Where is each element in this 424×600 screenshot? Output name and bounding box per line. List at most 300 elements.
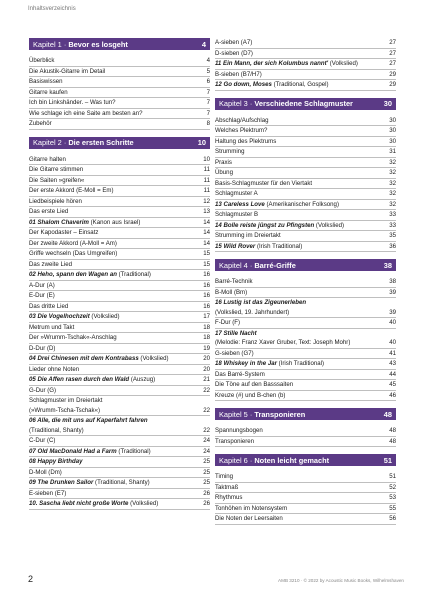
chapter-page: 30 (383, 99, 392, 108)
entry-text-wrap (29, 281, 198, 291)
entry-text: Schlagmuster A (215, 190, 258, 197)
entry-text-wrap (215, 49, 384, 59)
page-number: 2 (28, 574, 34, 584)
song-title: 15 Wild Rover (215, 242, 256, 250)
entry-page: 32 (389, 158, 396, 166)
toc-entry (29, 228, 210, 239)
entry-text: Strumming im Dreiertakt (215, 232, 281, 239)
entry-text-wrap (29, 249, 198, 259)
entry-text: (Traditional) (116, 271, 151, 278)
chapter-header (215, 259, 396, 271)
entry-text: Die Gitarre stimmen (29, 166, 84, 173)
toc-entry (29, 416, 210, 436)
toc-entry (29, 375, 210, 386)
song-title: 01 Shalom Chaverim (29, 218, 89, 226)
toc-entry (29, 478, 210, 489)
chapter-page: 48 (383, 409, 392, 419)
toc-entry (215, 49, 396, 60)
entry-text-wrap (215, 426, 384, 436)
entry-text: F-Dur (F) (215, 319, 241, 326)
entry-text: Transponieren (215, 437, 255, 445)
toc-entry (29, 323, 210, 334)
entry-text: Kreuze (#) und B-chen (b) (215, 391, 286, 399)
entry-text: (Volkslied) (314, 221, 345, 229)
toc-entry (29, 155, 210, 166)
chapter-header (215, 408, 396, 420)
entry-text-wrap (29, 186, 198, 196)
entry-subtext: (Melodie: Franz Xaver Gruber, Text: Joseph Mohr) (215, 339, 351, 346)
entry-page: 22 (203, 426, 210, 434)
toc-entry (29, 239, 210, 250)
entry-page: 22 (203, 406, 210, 414)
entry-text: (Volkslied) (89, 313, 120, 320)
toc-entry-line2 (215, 338, 396, 348)
entry-text-wrap (215, 126, 384, 136)
entry-page: 7 (206, 88, 210, 96)
toc-entry (215, 288, 396, 299)
entry-page: 39 (389, 288, 396, 296)
toc-entry (215, 168, 396, 179)
entry-text: E-sieben (E7) (29, 489, 67, 497)
entry-page: 32 (389, 190, 396, 197)
entry-text-wrap (29, 333, 198, 343)
chapter-title (219, 410, 305, 419)
entry-page: 16 (203, 281, 210, 289)
toc-entry (29, 260, 210, 271)
chapter-label: Kapitel 5 · (219, 409, 255, 419)
entry-page: 16 (203, 302, 210, 310)
entry-text-wrap (29, 165, 198, 175)
entry-text: A-sieben (A7) (215, 39, 253, 46)
entry-text-wrap (215, 221, 384, 231)
entry-text-wrap (215, 137, 384, 147)
entry-text-wrap (29, 155, 198, 165)
toc-entry (215, 329, 396, 349)
toc-entry (215, 200, 396, 211)
toc-entry (29, 312, 210, 323)
entry-page: 31 (389, 148, 396, 155)
toc-entry (29, 67, 210, 78)
toc-entry-line1 (29, 416, 210, 426)
entry-page: 17 (203, 313, 210, 320)
toc-entry (29, 176, 210, 187)
entry-text-wrap (29, 291, 198, 301)
chapter-title (219, 456, 329, 465)
entry-text-wrap (215, 504, 384, 514)
entry-text: Haltung des Plektrums (215, 137, 277, 145)
toc-entry (215, 504, 396, 515)
entry-text-wrap (215, 200, 384, 210)
toc-entry (215, 147, 396, 158)
entry-text: Gitarre kaufen (29, 88, 68, 96)
toc-entry-line1 (29, 396, 210, 406)
entry-text-wrap (215, 437, 384, 447)
entry-text: Abschlag/Aufschlag (215, 116, 269, 124)
entry-subtext: (»Wrumm-Tscha-Tschak«) (29, 406, 100, 414)
song-title: 12 Go down, Moses (215, 81, 272, 88)
entry-text-wrap (29, 436, 198, 446)
entry-text: G-sieben (G7) (215, 349, 254, 357)
toc-entry (29, 88, 210, 99)
toc-entry (29, 281, 210, 292)
entry-text-wrap (215, 59, 384, 69)
section-header: Inhaltsverzeichnis (28, 6, 76, 12)
entry-text: Übung (215, 169, 233, 176)
entry-page: 30 (389, 137, 396, 145)
entry-page: 5 (206, 67, 210, 75)
entry-page: 38 (389, 278, 396, 285)
entry-text-wrap (215, 242, 384, 252)
entry-page: 15 (203, 250, 210, 257)
entry-text: Das erste Lied (29, 208, 69, 215)
toc-entry (215, 298, 396, 318)
entry-page: 55 (389, 504, 396, 512)
entry-text-wrap (29, 468, 198, 478)
chapter-page: 4 (201, 39, 206, 49)
entry-text: B-Moll (Bm) (215, 288, 248, 296)
toc-entry (215, 158, 396, 169)
chapter-header (215, 98, 396, 110)
entry-text-wrap (215, 38, 384, 48)
entry-text-wrap (215, 318, 384, 328)
toc-entry (29, 436, 210, 447)
toc-entry (29, 109, 210, 120)
entry-page: 4 (206, 57, 210, 64)
entry-page: 46 (389, 391, 396, 399)
entry-text-wrap (29, 375, 198, 385)
song-title: 09 The Drunken Sailor (29, 479, 94, 486)
toc-entry (215, 126, 396, 137)
entry-text: (Volkslied) (138, 355, 169, 362)
entry-text: B-sieben (B7/H7) (215, 70, 262, 78)
entry-text: Spannungsbogen (215, 427, 263, 434)
toc-entry (29, 333, 210, 344)
entry-text: C-Dur (C) (29, 437, 56, 444)
toc-entry (215, 426, 396, 437)
entry-text: Das Barré-System (215, 370, 265, 378)
toc-entry (29, 489, 210, 500)
toc-entry (215, 380, 396, 391)
entry-text: Barré-Technik (215, 278, 253, 285)
toc-entry-line2 (215, 308, 396, 318)
entry-text: (Traditional) (116, 447, 151, 455)
toc-entry (215, 472, 396, 483)
entry-text: G-Dur (G) (29, 386, 57, 394)
entry-page: 33 (389, 211, 396, 218)
entry-text: (Kanon aus Israel) (88, 218, 141, 226)
chapter-title (219, 261, 296, 270)
entry-text: Der »Wrumm-Tschak«-Anschlag (29, 334, 117, 341)
entry-page: 43 (389, 360, 396, 367)
entry-page: 26 (203, 500, 210, 507)
entry-text-wrap (215, 70, 384, 80)
entry-text-wrap (215, 116, 384, 126)
toc-entry (29, 365, 210, 376)
entry-page: 14 (203, 239, 210, 247)
song-title: 13 Careless Love (215, 200, 265, 208)
entry-page: 26 (203, 489, 210, 497)
song-title: 07 Old MacDonald Had a Farm (29, 447, 117, 455)
chapter-page: 10 (197, 138, 206, 147)
entry-text-wrap (29, 98, 198, 108)
entry-text-wrap (215, 231, 384, 241)
entry-text: Der erste Akkord (E-Moll = Em) (29, 187, 114, 194)
toc-entry (29, 197, 210, 208)
entry-text-wrap (29, 344, 198, 354)
toc-entry (215, 242, 396, 253)
entry-text-wrap (215, 168, 384, 178)
entry-text-wrap (29, 302, 198, 312)
toc-entry (29, 249, 210, 260)
entry-text-wrap (29, 489, 198, 499)
entry-page: 35 (389, 232, 396, 239)
entry-text-wrap (29, 56, 198, 66)
entry-page: 19 (203, 344, 210, 352)
entry-text-wrap (215, 147, 384, 157)
song-title: 11 Ein Mann, der sich Kolumbus nannt' (215, 60, 329, 67)
entry-page: 7 (206, 99, 210, 106)
entry-text: Taktmaß (215, 483, 239, 491)
chapter-header (29, 137, 210, 149)
entry-text-wrap (29, 176, 198, 186)
chapter-name: Die ersten Schritte (68, 138, 134, 147)
toc-entry (215, 483, 396, 494)
entry-page: 52 (389, 483, 396, 491)
song-title: 06 Alle, die mit uns auf Kaperfahrt fahren (29, 417, 148, 424)
entry-text-wrap (29, 67, 198, 77)
entry-text-wrap (29, 386, 198, 396)
toc-entry (29, 499, 210, 510)
entry-text: A-Dur (A) (29, 281, 55, 289)
toc-entry (215, 391, 396, 402)
entry-text: Rhythmus (215, 494, 243, 501)
toc-entry (29, 165, 210, 176)
entry-text: (Irish Traditional) (255, 242, 303, 250)
entry-page: 40 (389, 339, 396, 346)
entry-text-wrap (29, 457, 198, 467)
toc-entry (29, 302, 210, 313)
toc-entry (29, 119, 210, 130)
entry-page: 53 (389, 494, 396, 501)
entry-text: D-Moll (Dm) (29, 468, 62, 476)
entry-page: 33 (389, 221, 396, 229)
toc-entry (215, 277, 396, 288)
entry-page: 22 (203, 386, 210, 394)
chapter-spacer (215, 401, 396, 408)
entry-text-wrap (215, 370, 384, 380)
chapter-name: Transponieren (254, 409, 306, 419)
entry-subtext: (Traditional, Shanty) (29, 426, 84, 434)
entry-text: Die Töne auf den Basssaiten (215, 381, 294, 388)
entry-text-wrap (29, 323, 198, 333)
entry-page: 48 (389, 427, 396, 434)
toc-entry (215, 437, 396, 448)
entry-page: 27 (389, 60, 396, 67)
entry-text-wrap (29, 218, 198, 228)
entry-text: (Volkslied) (328, 60, 358, 67)
entry-text: Praxis (215, 158, 232, 166)
toc-entry (215, 137, 396, 148)
chapter-title (219, 99, 353, 108)
entry-text-wrap (29, 207, 198, 217)
entry-text: Liedbeispiele hören (29, 197, 82, 205)
chapter-header (215, 454, 396, 466)
entry-page: 25 (203, 458, 210, 465)
entry-text: Überblick (29, 57, 55, 64)
entry-text: Tonhöhen im Notensystem (215, 504, 288, 512)
toc-entry (29, 270, 210, 281)
entry-text-wrap (29, 447, 198, 457)
entry-page: 32 (389, 179, 396, 187)
entry-page: 51 (389, 473, 396, 480)
toc-entry (29, 386, 210, 397)
entry-text-wrap (215, 80, 384, 90)
chapter-name: Bevor es losgeht (68, 39, 128, 49)
entry-page: 21 (203, 376, 210, 383)
entry-subtext: (Volkslied, 19. Jahrhundert) (215, 308, 290, 316)
entry-text: Das zweite Lied (29, 260, 73, 268)
chapter-label: Kapitel 2 · (33, 138, 69, 147)
chapter-name: Verschiedene Schlagmuster (254, 99, 353, 108)
toc-entry (29, 344, 210, 355)
chapter-spacer (29, 130, 210, 137)
entry-text-wrap (29, 354, 198, 364)
entry-page: 24 (203, 447, 210, 455)
entry-text: Schlagmuster im Dreiertakt (29, 397, 103, 404)
song-title: 08 Happy Birthday (29, 458, 83, 465)
song-title: 04 Drei Chinesen mit dem Kontrabass (29, 355, 139, 362)
toc-entry (215, 59, 396, 70)
song-title: 16 Lustig ist das Zigeunerleben (215, 299, 307, 306)
entry-text-wrap (215, 210, 384, 220)
song-title: 10. Sascha liebt nicht große Worte (29, 500, 129, 507)
entry-text-wrap (215, 288, 384, 298)
entry-text-wrap (29, 239, 198, 249)
toc-entry (215, 359, 396, 370)
chapter-label: Kapitel 4 · (219, 260, 255, 270)
entry-text-wrap (215, 349, 384, 359)
entry-text: Strumming (215, 148, 245, 155)
entry-page: 13 (203, 208, 210, 215)
entry-text-wrap (215, 189, 384, 199)
song-title: 03 Die Vogelhochzeit (29, 313, 90, 320)
entry-text-wrap (29, 270, 198, 280)
toc-entry-line2 (29, 426, 210, 436)
entry-page: 10 (203, 155, 210, 163)
toc-entry (215, 179, 396, 190)
entry-text: (Auszug) (129, 376, 156, 383)
song-title: 17 Stille Nacht (215, 329, 257, 337)
entry-text: Die Saiten »greifen« (29, 176, 85, 184)
entry-text-wrap (215, 158, 384, 168)
entry-text-wrap (215, 493, 384, 503)
toc-entry (215, 80, 396, 91)
chapter-title (33, 138, 134, 147)
toc-entry (215, 70, 396, 81)
entry-page: 29 (389, 70, 396, 78)
entry-text: Basis-Schlagmuster für den Viertakt (215, 179, 313, 187)
entry-text: Schlagmuster B (215, 211, 259, 218)
entry-text: Griffe wechseln (Das Umgreifen) (29, 250, 118, 257)
entry-text-wrap (29, 478, 198, 488)
entry-text: Timing (215, 473, 234, 480)
toc-entry (29, 396, 210, 416)
toc-entry (215, 493, 396, 504)
entry-page: 18 (203, 334, 210, 341)
entry-text-wrap (29, 260, 198, 270)
toc-entry (29, 354, 210, 365)
entry-text-wrap (29, 312, 198, 322)
entry-page: 27 (389, 49, 396, 57)
entry-page: 36 (389, 242, 396, 250)
chapter-page: 51 (383, 455, 392, 465)
entry-page: 11 (203, 176, 210, 184)
entry-page: 7 (206, 109, 210, 117)
toc-entry (215, 370, 396, 381)
chapter-header (29, 38, 210, 50)
entry-text-wrap (29, 228, 198, 238)
entry-text: Der zweite Akkord (A-Moll = Am) (29, 239, 117, 247)
entry-text-wrap (215, 514, 384, 524)
entry-page: 16 (203, 292, 210, 299)
entry-text-wrap (29, 109, 198, 119)
toc-entry (215, 318, 396, 329)
toc-entry (29, 468, 210, 479)
toc-column-left (29, 38, 210, 510)
entry-page: 40 (389, 319, 396, 326)
chapter-spacer (215, 91, 396, 98)
entry-text-wrap (29, 365, 198, 375)
entry-page: 16 (203, 271, 210, 278)
toc-entry (29, 98, 210, 109)
entry-text-wrap (29, 197, 198, 207)
song-title: 02 Heho, spann den Wagen an (29, 271, 117, 278)
entry-page: 44 (389, 370, 396, 378)
toc-entry-line2 (29, 406, 210, 416)
chapter-page: 38 (383, 260, 392, 270)
toc-entry (215, 38, 396, 49)
entry-text: Ich bin Linkshänder. – Was tun? (29, 99, 116, 106)
entry-page: 25 (203, 479, 210, 486)
copyright-note: AMB 3210 · © 2022 by Acoustic Music Books, Wilhelmshaven (278, 578, 404, 583)
song-title: 18 Whiskey in the Jar (215, 360, 277, 367)
entry-text: Das dritte Lied (29, 302, 69, 310)
entry-page: 39 (389, 308, 396, 316)
entry-page: 12 (203, 197, 210, 205)
entry-page: 20 (203, 365, 210, 373)
entry-text-wrap (29, 499, 198, 509)
entry-page: 25 (203, 468, 210, 476)
toc-entry-line1 (215, 298, 396, 308)
entry-text: D-Dur (D) (29, 344, 56, 352)
entry-page: 30 (389, 127, 396, 134)
toc-entry (215, 116, 396, 127)
entry-text: E-Dur (E) (29, 292, 55, 299)
toc-entry (29, 77, 210, 88)
toc-entry (29, 186, 210, 197)
entry-page: 29 (389, 81, 396, 88)
song-title: 05 Die Affen rasen durch den Wald (29, 376, 130, 383)
entry-text-wrap (215, 391, 384, 401)
entry-text: Wie schlage ich eine Saite am besten an? (29, 109, 143, 117)
entry-page: 6 (206, 78, 210, 85)
entry-text: Gitarre halten (29, 155, 66, 163)
entry-text: Basiswissen (29, 78, 63, 85)
toc-entry (215, 514, 396, 525)
entry-text: D-sieben (D7) (215, 49, 253, 57)
toc-entry (29, 207, 210, 218)
entry-text: Welches Plektrum? (215, 127, 268, 134)
